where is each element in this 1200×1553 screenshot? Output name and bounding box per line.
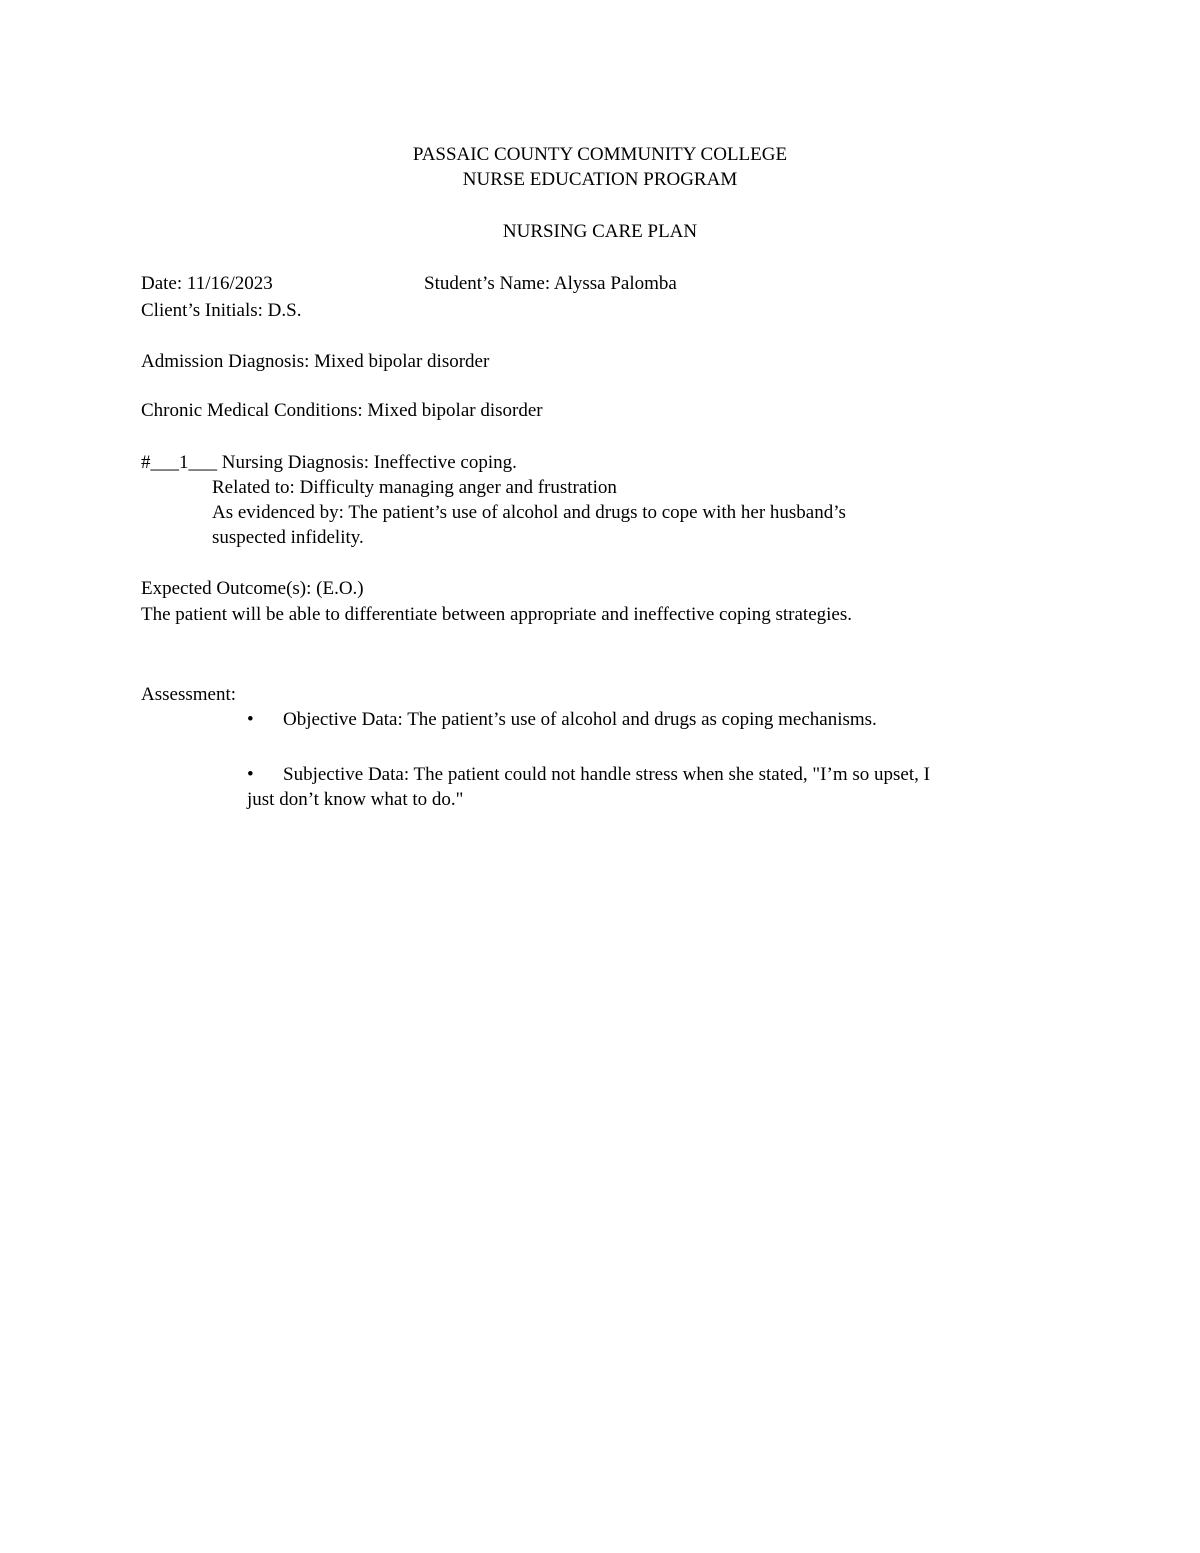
date-row bbox=[141, 272, 273, 296]
objective-label: Objective Data: bbox=[283, 709, 403, 730]
evidenced-label: As evidenced by: bbox=[212, 502, 344, 523]
date-label: Date: bbox=[141, 273, 183, 294]
outcomes-abbr: (E.O.) bbox=[316, 578, 364, 599]
admission-label: Admission Diagnosis: bbox=[141, 351, 310, 372]
client-value: D.S. bbox=[267, 300, 302, 321]
chronic-label: Chronic Medical Conditions: bbox=[141, 400, 363, 421]
admission-row bbox=[141, 350, 489, 374]
program-name: NURSE EDUCATION PROGRAM bbox=[462, 169, 738, 190]
diagnosis-number: #___1___ bbox=[141, 452, 217, 473]
student-value: Alyssa Palomba bbox=[553, 273, 677, 294]
diagnosis-row bbox=[141, 451, 517, 475]
subjective-item bbox=[247, 763, 930, 787]
client-label: Client’s Initials: bbox=[141, 300, 263, 321]
diagnosis-value: Ineffective coping. bbox=[373, 452, 517, 473]
bullet-icon: • bbox=[247, 709, 254, 730]
chronic-value: Mixed bipolar disorder bbox=[367, 400, 543, 421]
evidenced-continuation: suspected infidelity. bbox=[212, 527, 364, 548]
diagnosis-label: Nursing Diagnosis: bbox=[221, 452, 369, 473]
evidenced-value: The patient’s use of alcohol and drugs to cope with her husband’s bbox=[348, 502, 846, 523]
subjective-value: The patient could not handle stress when she stated, "I’m so upset, I bbox=[413, 764, 930, 785]
subjective-continuation: just don’t know what to do." bbox=[247, 789, 464, 810]
document-title: NURSING CARE PLAN bbox=[502, 221, 698, 242]
bullet-icon: • bbox=[247, 764, 254, 785]
chronic-row bbox=[141, 399, 543, 423]
subjective-label: Subjective Data: bbox=[283, 764, 410, 785]
college-name: PASSAIC COUNTY COMMUNITY COLLEGE bbox=[412, 144, 788, 165]
related-value: Difficulty managing anger and frustration bbox=[299, 477, 617, 498]
admission-value: Mixed bipolar disorder bbox=[314, 351, 490, 372]
related-row bbox=[212, 476, 617, 500]
evidenced-row bbox=[212, 501, 846, 525]
client-row bbox=[141, 299, 301, 323]
outcomes-text: The patient will be able to differentiate between appropriate and ineffective coping strategies. bbox=[141, 604, 852, 625]
objective-item bbox=[247, 708, 877, 732]
student-label: Student’s Name: bbox=[424, 273, 551, 294]
student-row bbox=[424, 272, 677, 296]
outcomes-row bbox=[141, 577, 364, 601]
outcomes-label: Expected Outcome(s): bbox=[141, 578, 312, 599]
objective-value: The patient’s use of alcohol and drugs as coping mechanisms. bbox=[407, 709, 877, 730]
assessment-label: Assessment: bbox=[141, 684, 236, 705]
date-value: 11/16/2023 bbox=[186, 273, 273, 294]
related-label: Related to: bbox=[212, 477, 295, 498]
